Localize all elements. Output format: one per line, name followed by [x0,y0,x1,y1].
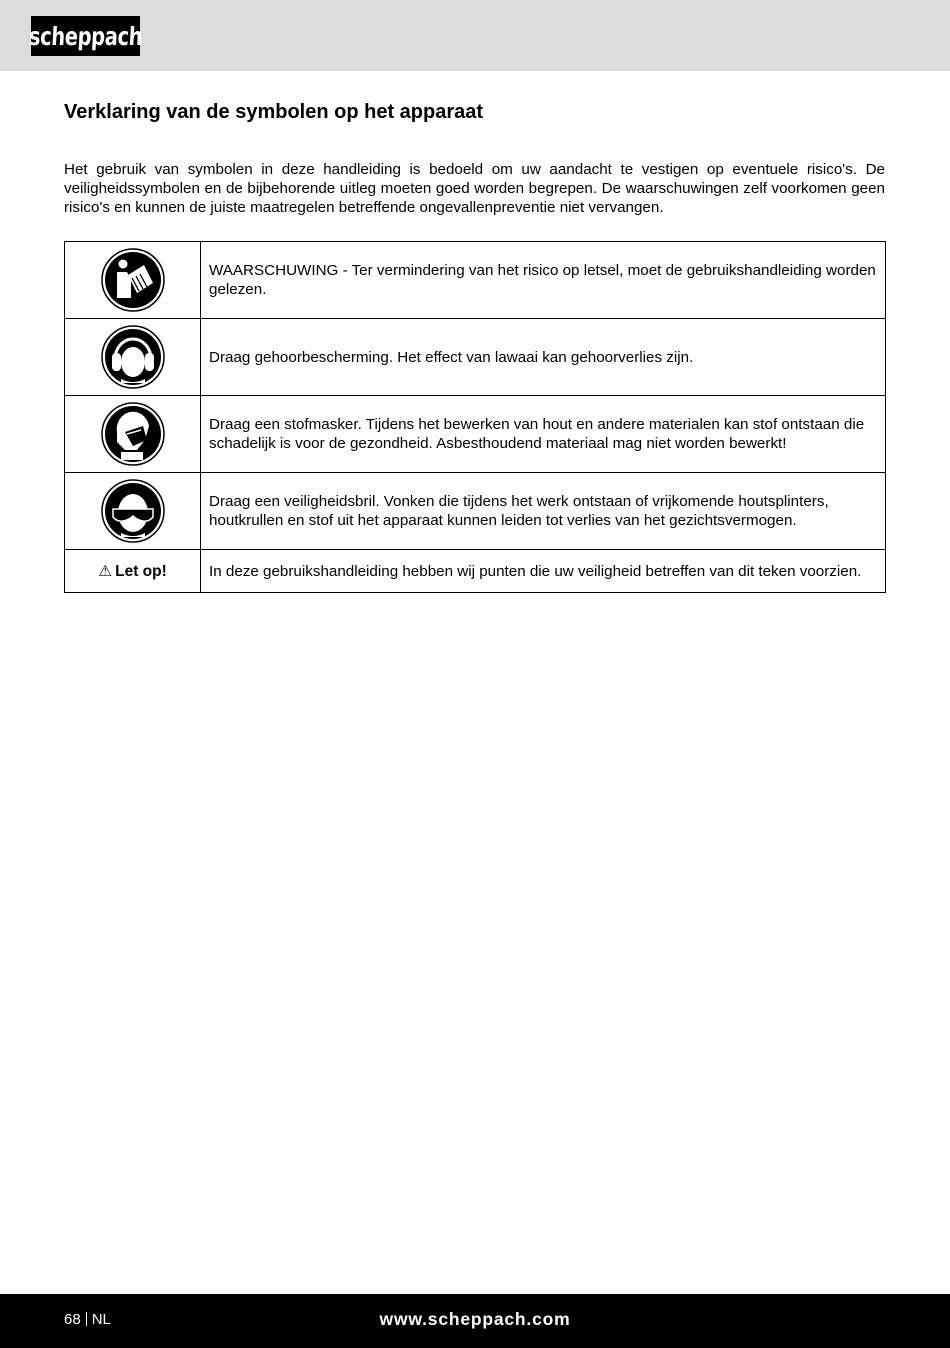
icon-cell [65,319,201,396]
attention-description: In deze gebruikshandleiding hebben wij punten die uw veiligheid betreffen van dit teken voorzien. [201,550,886,593]
symbol-description: Draag een stofmasker. Tijdens het bewerken van hout en andere materialen kan stof ontstaan die schadelijk is voor de gezondheid. Asbesthoudend materiaal mag niet worden bewerkt! [201,396,886,473]
table-row [65,242,886,319]
scheppach-logo: scheppach [31,16,140,56]
icon-cell [65,242,201,319]
page-title: Verklaring van de symbolen op het apparaat [64,101,484,123]
table-row [65,473,886,550]
intro-paragraph: Het gebruik van symbolen in deze handleiding is bedoeld om uw aandacht te vestigen op eventuele risico's. De veiligheidssymbolen en de bijbehorende uitleg moeten goed worden begrepen. De waarschuwingen zelf voorkomen geen risico's en kunnen de juiste maatregelen betreffende ongevallenpreventie niet vervangen. [64,161,885,216]
header-band [0,0,950,71]
symbol-description: WAARSCHUWING - Ter vermindering van het risico op letsel, moet de gebruikshandleiding worden gelezen. [201,242,886,319]
symbol-description: Draag een veiligheidsbril. Vonken die tijdens het werk ontstaan of vrijkomende houtsplinters, houtkrullen en stof uit het apparaat kunnen leiden tot verlies van het gezichtsvermogen. [201,473,886,550]
icon-cell [65,396,201,473]
table-row [65,319,886,396]
safety-goggles-icon [101,479,165,543]
table-row [65,396,886,473]
symbols-table [64,241,886,593]
symbol-description: Draag gehoorbescherming. Het effect van lawaai kan gehoorverlies zijn. [201,319,886,396]
icon-cell [65,473,201,550]
table-row [65,550,886,593]
attention-cell [65,550,201,593]
attention-label: ⚠ Let op! [98,562,167,580]
website-link[interactable]: www.scheppach.com [379,1309,571,1329]
dust-mask-icon [101,402,165,466]
language-code: NL [91,1311,111,1328]
ear-protection-icon [101,325,165,389]
page-number: 68 NL [64,1311,111,1328]
footer-band [0,1294,950,1348]
read-manual-icon [101,248,165,312]
warning-triangle-icon: ⚠ [98,562,113,580]
